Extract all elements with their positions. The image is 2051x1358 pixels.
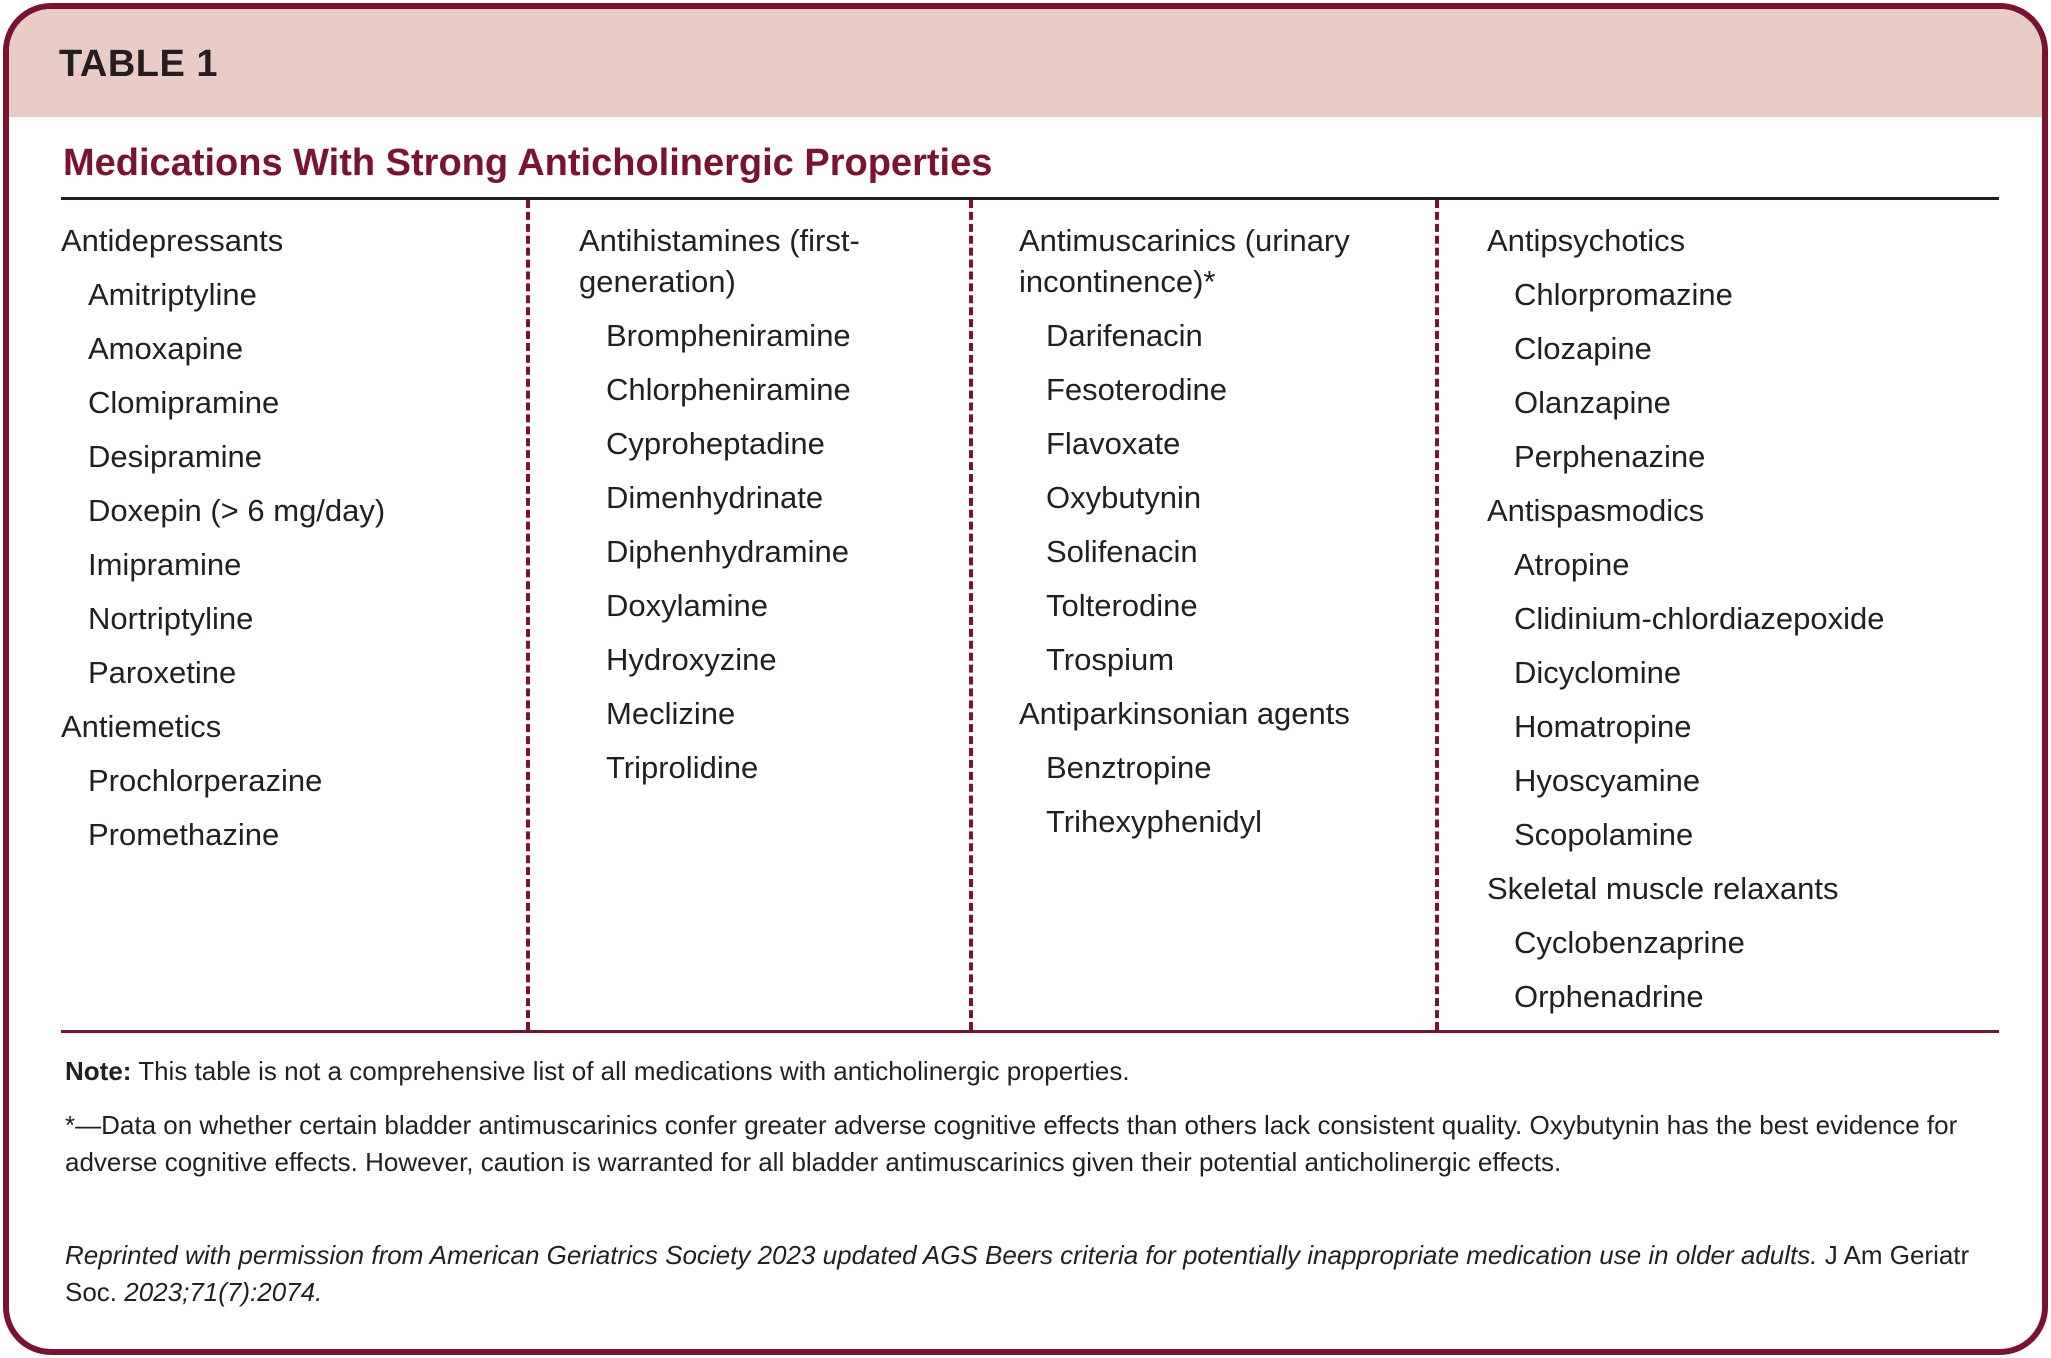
- column-1: [61, 200, 521, 1030]
- medication-item: Doxylamine: [606, 588, 768, 623]
- category-heading: Antiemetics: [61, 709, 222, 744]
- medication-item: Promethazine: [88, 817, 280, 852]
- medication-item: Imipramine: [88, 547, 242, 582]
- category-heading: Antidepressants: [61, 223, 284, 258]
- category-heading: Antiparkinsonian agents: [1019, 696, 1350, 731]
- medication-item: Clomipramine: [88, 385, 280, 420]
- category-heading: Antimuscarinics (urinary incontinence)*: [1019, 223, 1350, 299]
- medication-item: Dimenhydrinate: [606, 480, 824, 515]
- medication-item: Paroxetine: [88, 655, 237, 690]
- medication-item: Homatropine: [1514, 709, 1692, 744]
- medication-item: Perphenazine: [1514, 439, 1706, 474]
- medication-item: Trospium: [1046, 642, 1175, 677]
- medication-item: Fesoterodine: [1046, 372, 1227, 407]
- category-heading: Antipsychotics: [1487, 223, 1686, 258]
- medication-item: Hyoscyamine: [1514, 763, 1701, 798]
- medication-item: Dicyclomine: [1514, 655, 1682, 690]
- medication-item: Darifenacin: [1046, 318, 1203, 353]
- column-2: [526, 200, 969, 1030]
- source-citation: [65, 1237, 1999, 1311]
- footnote: *—Data on whether certain bladder antimuscarinics confer greater adverse cognitive effects than others lack consistent quality. Oxybutynin has the best evidence for adverse cognitive effects. However, caution is warranted for all bladder antimuscarinics given their potential anticholinergic effects.: [65, 1110, 1958, 1177]
- medication-item: Oxybutynin: [1046, 480, 1202, 515]
- medication-item: Tolterodine: [1046, 588, 1198, 623]
- medication-item: Orphenadrine: [1514, 979, 1704, 1014]
- medication-item: Hydroxyzine: [606, 642, 777, 677]
- medication-item: Clozapine: [1514, 331, 1652, 366]
- medication-item: Chlorpheniramine: [606, 372, 851, 407]
- source-citation-detail: 2023;71(7):2074.: [124, 1277, 323, 1307]
- medication-item: Clidinium-chlordiazepoxide: [1514, 601, 1885, 636]
- medication-item: Scopolamine: [1514, 817, 1694, 852]
- category-heading: Skeletal muscle relaxants: [1487, 871, 1839, 906]
- medication-item: Triprolidine: [606, 750, 759, 785]
- medication-item: Prochlorperazine: [88, 763, 323, 798]
- category-heading: Antihistamines (first-generation): [579, 223, 860, 299]
- table-title: Medications With Strong Anticholinergic Properties: [63, 142, 993, 184]
- medication-item: Desipramine: [88, 439, 263, 474]
- medication-item: Trihexyphenidyl: [1046, 804, 1262, 839]
- medication-item: Cyproheptadine: [606, 426, 825, 461]
- medication-item: Cyclobenzaprine: [1514, 925, 1745, 960]
- table-label: TABLE 1: [59, 43, 219, 85]
- medication-item: Doxepin (> 6 mg/day): [88, 493, 386, 528]
- header-band: [9, 9, 2042, 117]
- medication-item: Brompheniramine: [606, 318, 851, 353]
- medication-item: Solifenacin: [1046, 534, 1198, 569]
- medication-item: Diphenhydramine: [606, 534, 849, 569]
- medication-item: Chlorpromazine: [1514, 277, 1733, 312]
- medication-item: Amitriptyline: [88, 277, 257, 312]
- medication-item: Flavoxate: [1046, 426, 1181, 461]
- column-3: [969, 200, 1435, 1030]
- bottom-rule: [61, 1030, 1999, 1033]
- medication-columns: [61, 200, 1999, 1030]
- medication-item: Olanzapine: [1514, 385, 1671, 420]
- category-heading: Antispasmodics: [1487, 493, 1705, 528]
- source-journal: J Am Geriatr Soc.: [65, 1240, 1970, 1307]
- table-frame: [3, 3, 2048, 1355]
- source-text: Reprinted with permission from American Geriatrics Society 2023 updated AGS Beers criteria for potentially inappropriate medication use in older adults.: [65, 1240, 1818, 1270]
- table-note: [65, 1053, 1997, 1090]
- note-label: Note:: [65, 1056, 132, 1086]
- medication-item: Benztropine: [1046, 750, 1212, 785]
- column-4: [1435, 200, 1999, 1030]
- medication-item: Amoxapine: [88, 331, 244, 366]
- medication-item: Meclizine: [606, 696, 736, 731]
- medication-item: Nortriptyline: [88, 601, 254, 636]
- medication-item: Atropine: [1514, 547, 1630, 582]
- note-text: This table is not a comprehensive list of all medications with anticholinergic properties.: [138, 1056, 1130, 1086]
